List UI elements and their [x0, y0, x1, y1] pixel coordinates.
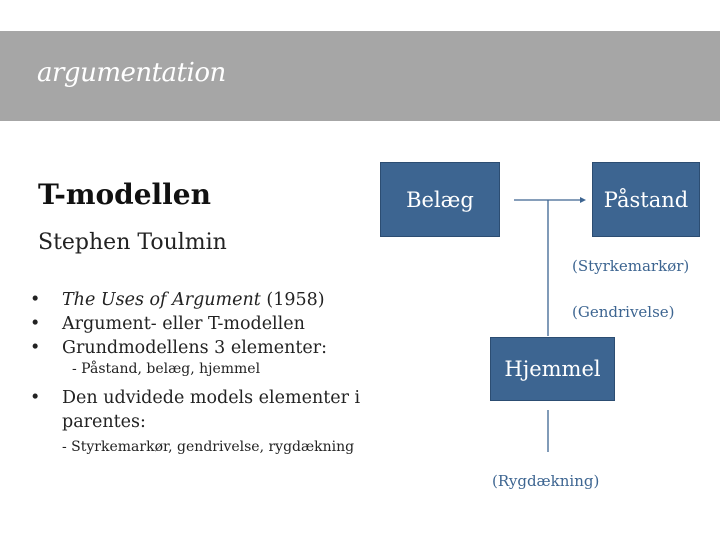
gendrivelse-label: (Gendrivelse): [572, 303, 675, 321]
book-year: (1958): [260, 290, 325, 310]
styrkemarkoer-label: (Styrkemarkør): [572, 257, 690, 275]
bullet-item: • Den udvidede models elementer i parentes:: [30, 386, 420, 434]
bullet-subitem: - Styrkemarkør, gendrivelse, rygdækning: [62, 439, 355, 455]
slide-heading: T-modellen: [38, 178, 211, 211]
slide-section-title: argumentation: [37, 58, 226, 88]
bullet-subitem: - Påstand, belæg, hjemmel: [72, 361, 261, 377]
arrow-head: [580, 197, 586, 203]
book-title: The Uses of Argument: [62, 290, 261, 310]
bullet-item: • Argument- eller T-modellen: [30, 312, 420, 336]
belaeg-box: Belæg: [380, 162, 500, 237]
rygdaekning-label: (Rygdækning): [492, 472, 600, 490]
slide-subtitle: Stephen Toulmin: [38, 230, 227, 255]
bullet-item: • Grundmodellens 3 elementer:: [30, 336, 420, 360]
paastand-box: Påstand: [592, 162, 700, 237]
hjemmel-box: Hjemmel: [490, 337, 615, 401]
